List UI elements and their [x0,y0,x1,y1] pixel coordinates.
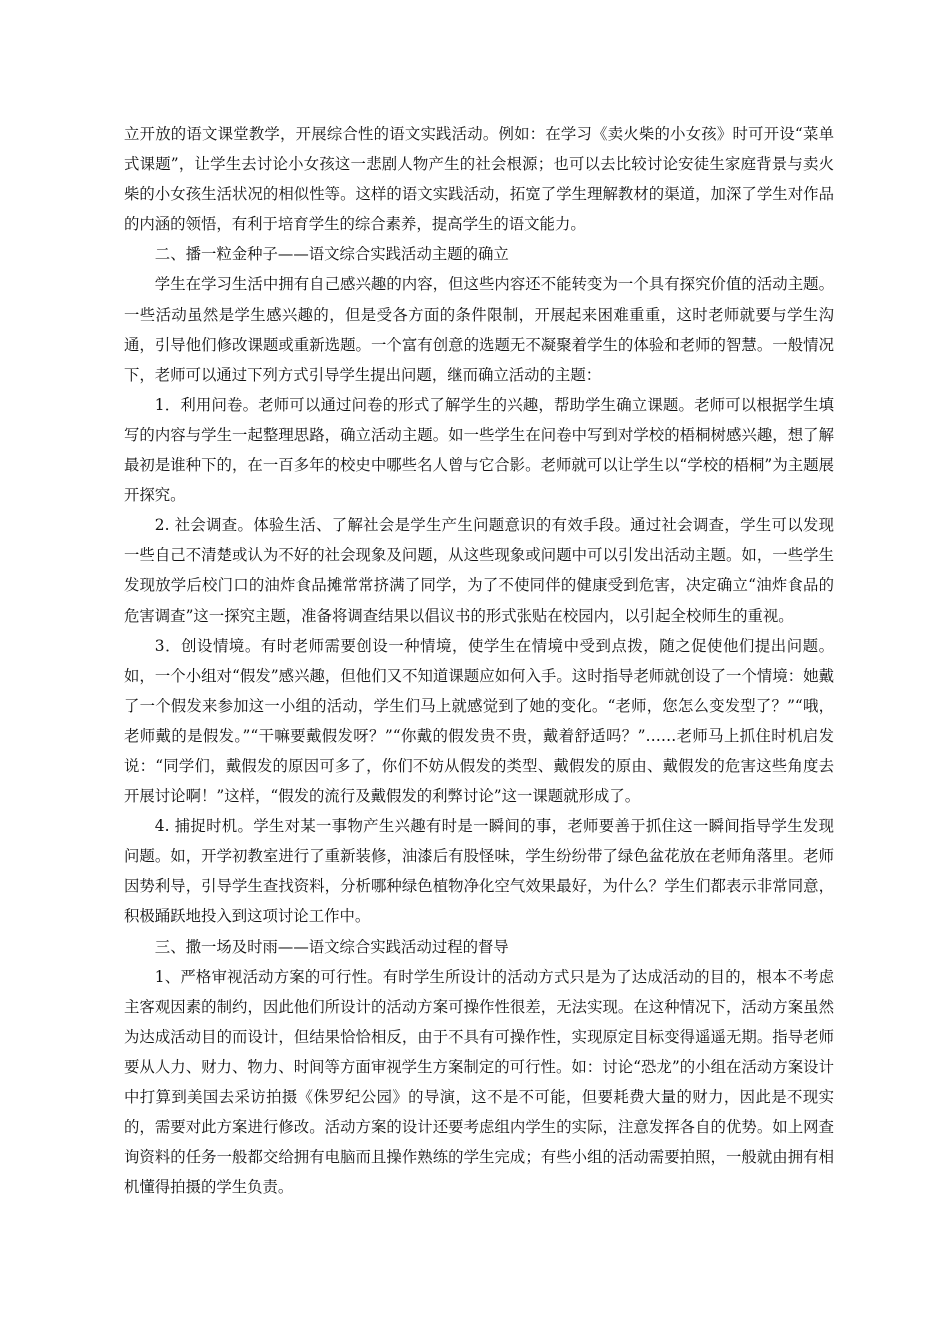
paragraph-item-questionnaire: 1．利用问卷。老师可以通过问卷的形式了解学生的兴趣，帮助学生确立课题。老师可以根据学生填写的内容与学生一起整理思路，确立活动主题。如一些学生在问卷中写到对学校的梧桐树感兴趣，想了解最初是谁种下的，在一百多年的校史中哪些名人曾与它合影。老师就可以让学生以“学校的梧桐”为主题展开探究。 [124,395,834,505]
paragraph-topic-intro: 学生在学习生活中拥有自己感兴趣的内容，但这些内容还不能转变为一个具有探究价值的活动主题。一些活动虽然是学生感兴趣的，但是受各方面的条件限制，开展起来困难重重，这时老师就要与学生沟通，引导他们修改课题或重新选题。一个富有创意的选题无不凝聚着学生的体验和老师的智慧。一般情况下，老师可以通过下列方式引导学生提出问题，继而确立活动的主题： [124,275,834,384]
paragraph-continuation: 立开放的语文课堂教学，开展综合性的语文实践活动。例如：在学习《卖火柴的小女孩》时可开设“菜单式课题”，让学生去讨论小女孩这一悲剧人物产生的社会根源；也可以去比较讨论安徒生家庭背景与卖火柴的小女孩生活状况的相似性等。这样的语文实践活动，拓宽了学生理解教材的渠道，加深了学生对作品的内涵的领悟，有利于培育学生的综合素养，提高学生的语文能力。 [124,125,834,234]
document-page [124,119,834,1202]
section-heading-three: 三、撒一场及时雨——语文综合实践活动过程的督导 [154,937,509,956]
paragraph-item-feasibility: 1、严格审视活动方案的可行性。有时学生所设计的活动方式只是为了达成活动的目的，根本不考虑主客观因素的制约，因此他们所设计的活动方案可操作性很差，无法实现。在这种情况下，活动方案虽然为达成活动目的而设计，但结果恰恰相反，由于不具有可操作性，实现原定目标变得遥遥无期。指导老师要从人力、财力、物力、时间等方面审视学生方案制定的可行性。如：讨论“恐龙”的小组在活动方案设计中打算到美国去采访拍摄《侏罗纪公园》的导演，这不是不可能，但要耗费大量的财力，因此是不现实的，需要对此方案进行修改。活动方案的设计还要考虑组内学生的实际，注意发挥各自的优势。如上网查询资料的任务一般都交给拥有电脑而且操作熟练的学生完成；有些小组的活动需要拍照，一般就由拥有相机懂得拍摄的学生负责。 [124,967,834,1197]
paragraph-item-timing: 4. 捕捉时机。学生对某一事物产生兴趣有时是一瞬间的事，老师要善于抓住这一瞬间指导学生发现问题。如，开学初教室进行了重新装修，油漆后有股怪味，学生纷纷带了绿色盆花放在老师角落里。老师因势利导，引导学生查找资料，分析哪种绿色植物净化空气效果最好，为什么？学生们都表示非常同意，积极踊跃地投入到这项讨论工作中。 [124,817,834,926]
paragraph-item-survey: 2. 社会调查。体验生活、了解社会是学生产生问题意识的有效手段。通过社会调查，学生可以发现一些自己不清楚或认为不好的社会现象及问题，从这些现象或问题中可以引发出活动主题。如，一些学生发现放学后校门口的油炸食品摊常常挤满了同学，为了不使同伴的健康受到危害，决定确立“油炸食品的危害调查”这一探究主题，准备将调查结果以倡议书的形式张贴在校园内，以引起全校师生的重视。 [124,516,834,625]
section-heading-two: 二、播一粒金种子——语文综合实践活动主题的确立 [154,245,509,264]
paragraph-item-situation: 3．创设情境。有时老师需要创设一种情境，使学生在情境中受到点拨，随之促使他们提出问题。如，一个小组对“假发”感兴趣，但他们又不知道课题应如何入手。这时指导老师就创设了一个情境：她戴了一个假发来参加这一小组的活动，学生们马上就感觉到了她的变化。“老师，您怎么变发型了？”“哦，老师戴的是假发。”“干嘛要戴假发呀？”“你戴的假发贵不贵，戴着舒适吗？”……老师马上抓住时机启发说：“同学们，戴假发的原因可多了，你们不妨从假发的类型、戴假发的原由、戴假发的危害这些角度去开展讨论啊！”这样，“假发的流行及戴假发的利弊讨论”这一课题就形成了。 [124,636,834,806]
